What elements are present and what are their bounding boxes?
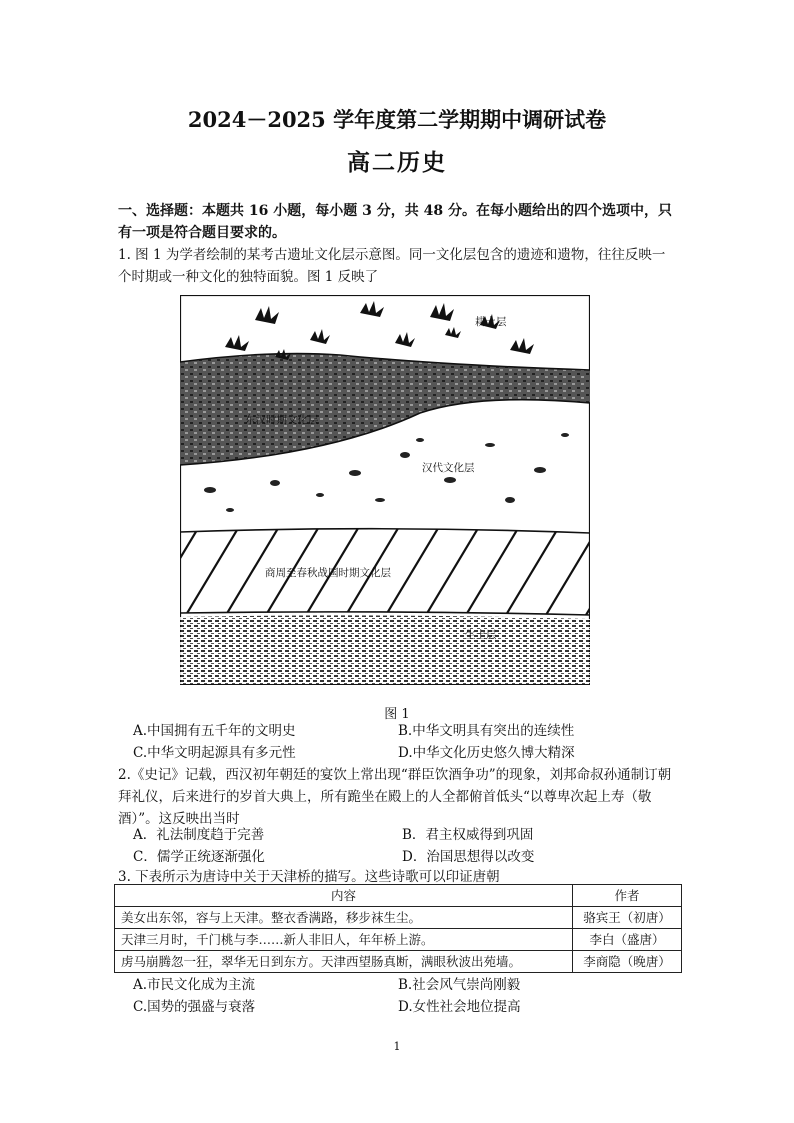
q1-option-b: B.中华文明具有突出的连续性 bbox=[398, 723, 575, 739]
q2-option-a: A．礼法制度趋于完善 bbox=[133, 827, 265, 843]
layer-label-3: 汉代文化层 bbox=[422, 462, 475, 474]
page-subtitle: 高二历史 bbox=[347, 149, 447, 176]
q1-option-a: A.中国拥有五千年的文明史 bbox=[133, 723, 296, 739]
q2-option-b: B．君主权威得到巩固 bbox=[402, 827, 534, 843]
poem-content: 天津三月时，千门桃与李……新人非旧人，年年桥上游。 bbox=[115, 929, 573, 951]
layer-label-2: 东汉时期文化层 bbox=[245, 414, 319, 426]
q3-option-b: B.社会风气崇尚刚毅 bbox=[398, 977, 521, 993]
table-row bbox=[115, 929, 682, 951]
layer-label-1: 耕土层 bbox=[475, 316, 507, 328]
q3-option-d: D.女性社会地位提高 bbox=[398, 999, 521, 1015]
table-row bbox=[115, 907, 682, 929]
q2-option-d: D．治国思想得以改变 bbox=[402, 849, 535, 865]
layer-label-4: 商周至春秋战国时期文化层 bbox=[265, 567, 391, 579]
q2-option-c: C．儒学正统逐渐强化 bbox=[133, 849, 265, 865]
figure-caption: 图 1 bbox=[384, 707, 410, 722]
question-3-stem: 3. 下表所示为唐诗中关于天津桥的描写。这些诗歌可以印证唐朝 bbox=[118, 869, 500, 885]
layer-5-band bbox=[180, 615, 590, 684]
poem-table bbox=[114, 884, 682, 973]
poem-author: 李商隐（晚唐） bbox=[573, 951, 682, 973]
page-title: 2024－2025 学年度第二学期期中调研试卷 bbox=[187, 107, 607, 132]
q1-option-d: D.中华文化历史悠久博大精深 bbox=[398, 745, 575, 761]
table-row bbox=[115, 951, 682, 973]
section-heading: 一、选择题：本题共 16 小题，每小题 3 分，共 48 分。在每小题给出的四个选项中，只有一项是符合题目要求的。 bbox=[118, 203, 672, 241]
stratigraphy-figure bbox=[180, 295, 590, 685]
page-number: 1 bbox=[393, 1040, 401, 1053]
poem-author: 骆宾王（初唐） bbox=[573, 907, 682, 929]
q3-option-a: A.市民文化成为主流 bbox=[133, 977, 256, 993]
q1-option-c: C.中华文明起源具有多元性 bbox=[133, 745, 296, 761]
table-header-row bbox=[115, 885, 682, 907]
header-author: 作者 bbox=[573, 885, 682, 907]
q3-option-c: C.国势的强盛与衰落 bbox=[133, 999, 256, 1015]
question-1-stem: 1. 图 1 为学者绘制的某考古遗址文化层示意图。同一文化层包含的遗迹和遗物，往往反映一个时期或一种文化的独特面貌。图 1 反映了 bbox=[118, 247, 666, 285]
poem-content: 美女出东邻，容与上天津。整衣香满路，移步袜生尘。 bbox=[115, 907, 573, 929]
layer-label-5: 生土层 bbox=[465, 629, 497, 641]
poem-content: 虏马崩腾忽一狂，翠华无日到东方。天津西望肠真断，满眼秋波出苑墙。 bbox=[115, 951, 573, 973]
poem-author: 李白（盛唐） bbox=[573, 929, 682, 951]
question-2-stem: 2.《史记》记载，西汉初年朝廷的宴饮上常出现“群臣饮酒争功”的现象，刘邦命叔孙通制订朝拜礼仪，后来进行的岁首大典上，所有跪坐在殿上的人全都俯首低头“以尊卑次起上寿（敬酒）”。这反映出当时 bbox=[118, 767, 672, 827]
header-content: 内容 bbox=[115, 885, 573, 907]
